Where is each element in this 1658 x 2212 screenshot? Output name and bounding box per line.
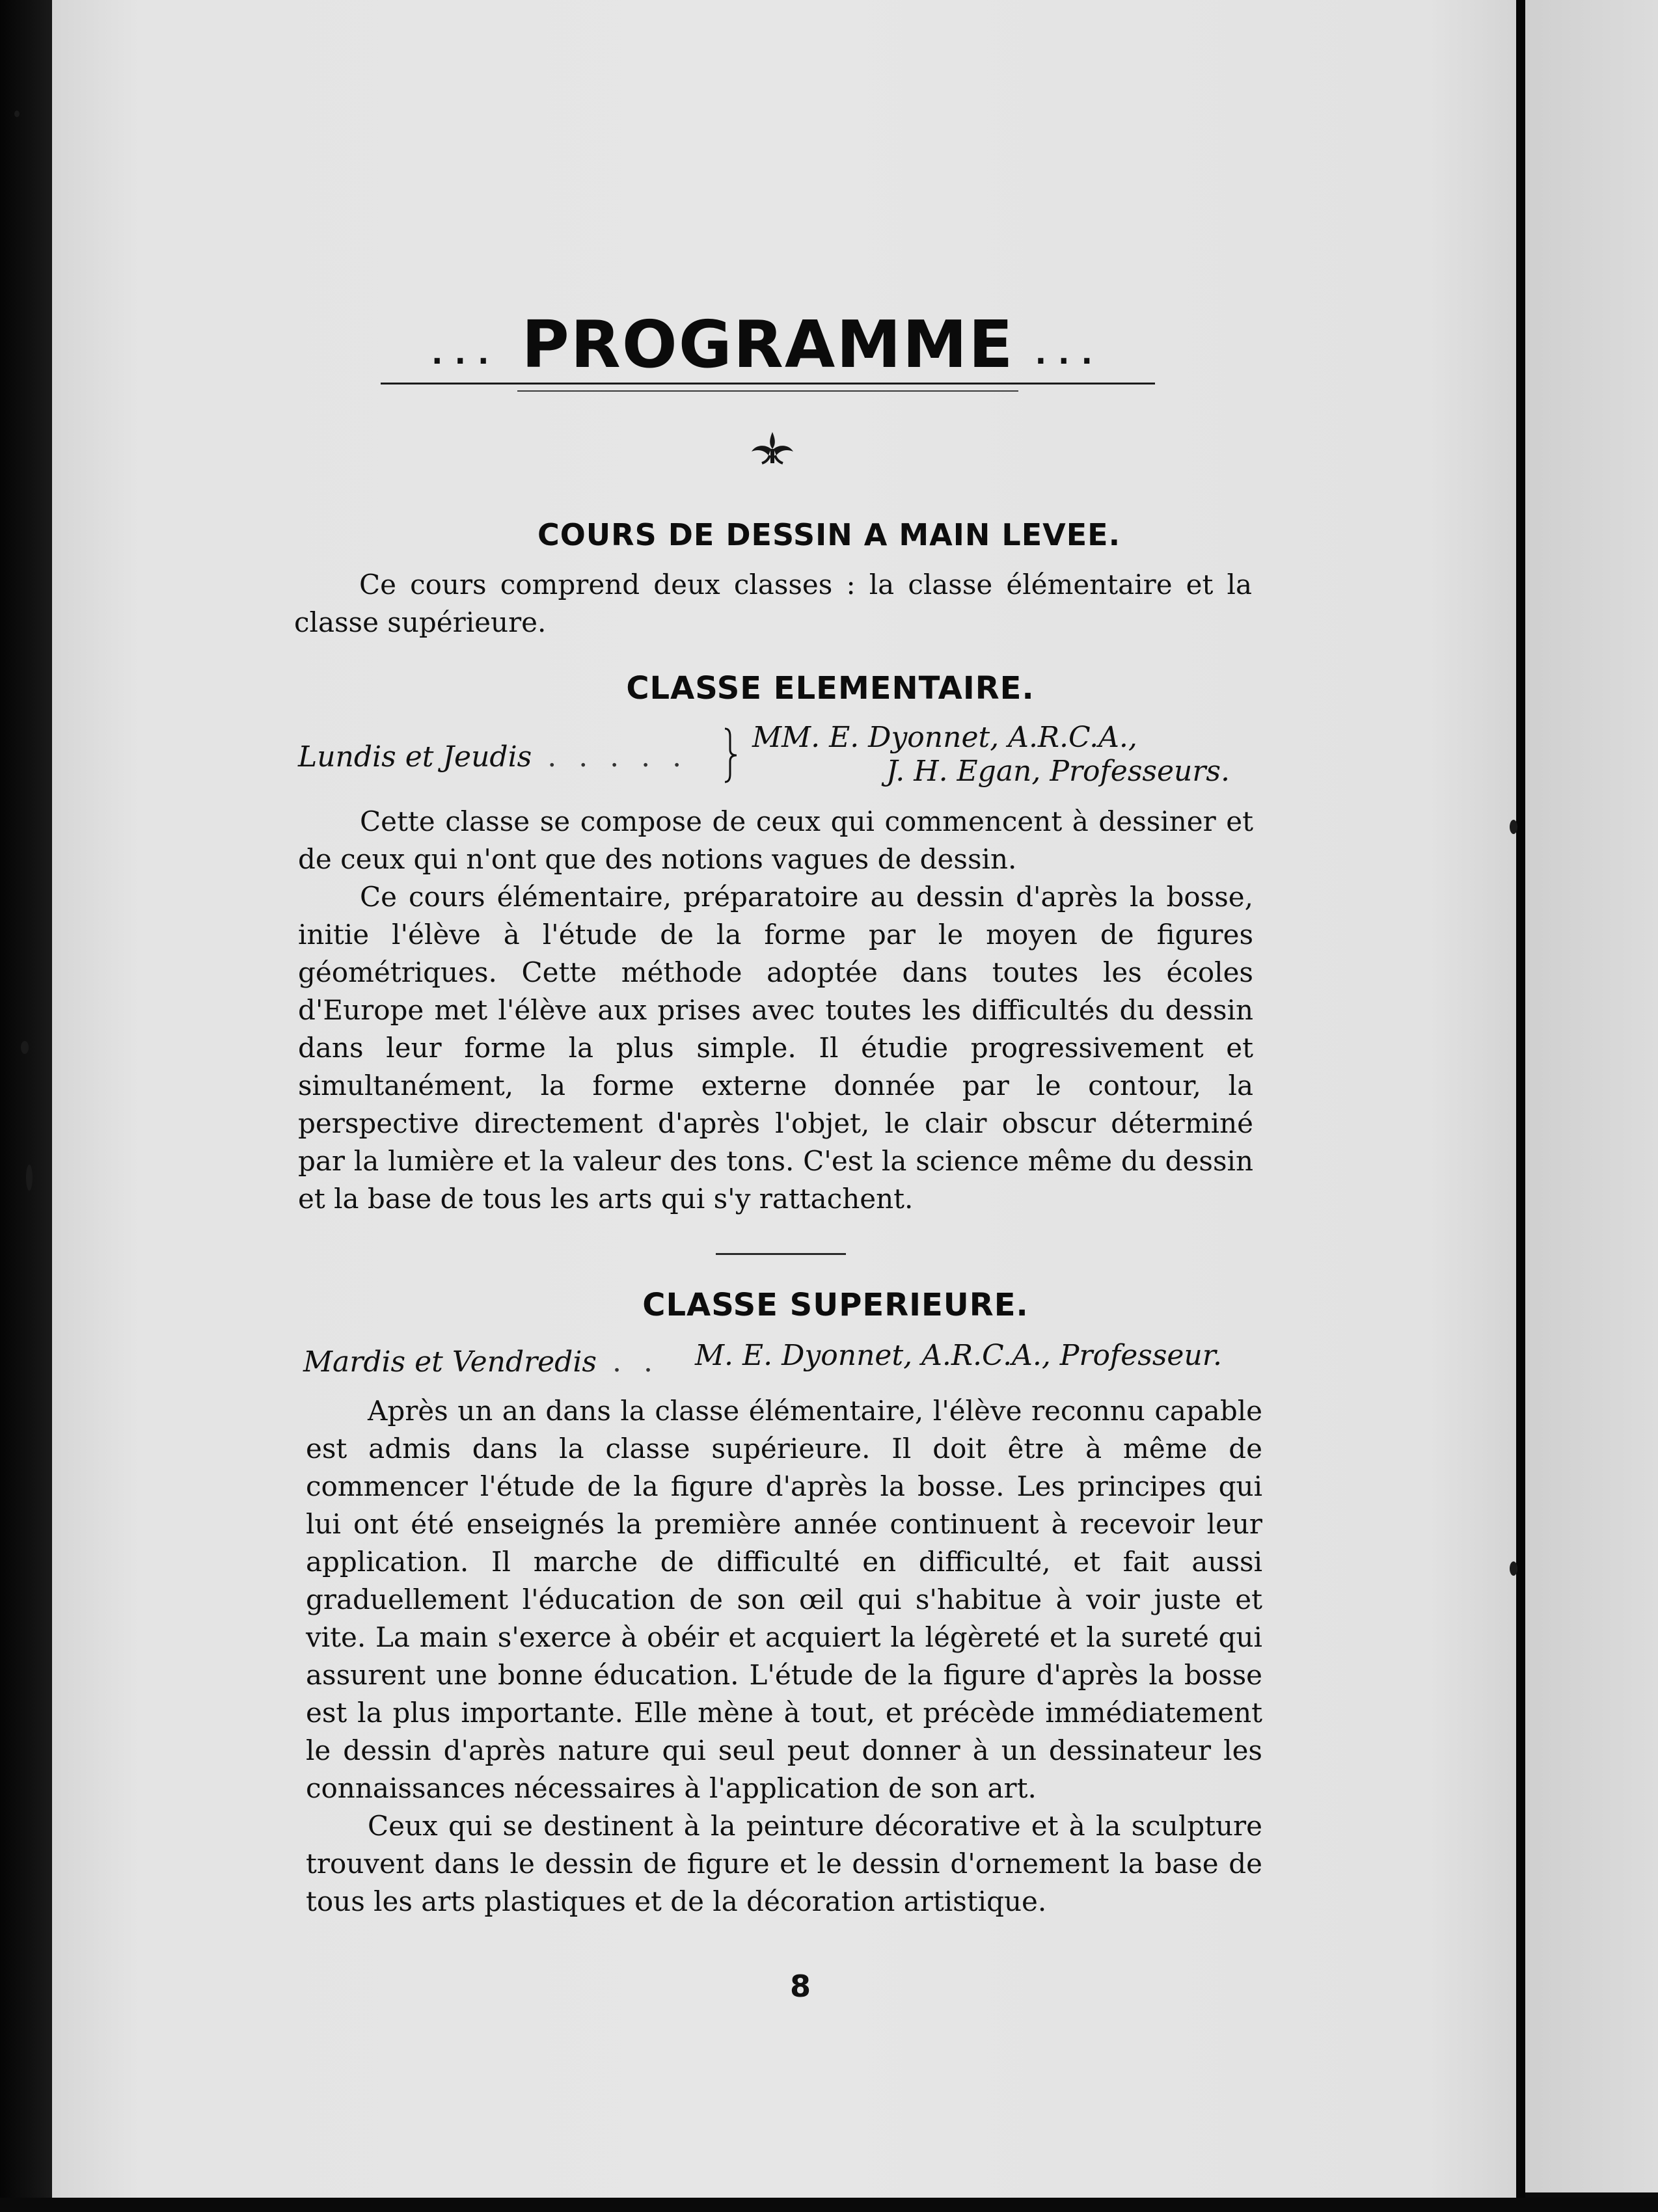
section-divider (716, 1253, 846, 1255)
title-dots-right: ... (1035, 336, 1104, 371)
scan-speck (21, 1041, 29, 1054)
scan-speck (1510, 820, 1517, 834)
title-underline-secondary (517, 390, 1018, 392)
course-intro-text: Ce cours comprend deux classes : la classe élémentaire et la classe supérieure. (294, 569, 1252, 638)
elementary-days: Lundis et Jeudis (298, 740, 532, 774)
elementary-class-heading: CLASSE ELEMENTAIRE. (626, 670, 1035, 707)
title-block (381, 306, 1155, 397)
page-title: PROGRAMME (521, 306, 1014, 383)
course-intro (294, 566, 1252, 641)
elementary-paragraph: Cette classe se compose de ceux qui commencent à dessiner et de ceux qui n'ont que des notions vagues de dessin. (298, 805, 1253, 875)
superior-body (306, 1392, 1262, 1921)
scan-left-edge (0, 0, 52, 2212)
superior-paragraph: Ceux qui se destinent à la peinture décorative et à la sculpture trouvent dans le dessin de figure et le dessin d'ornement la base de tous les arts plastiques et de la décoration artistique. (306, 1810, 1262, 1917)
title-dots-left: ... (431, 336, 501, 371)
elementary-teacher-1: MM. E. Dyonnet, A.R.C.A., (752, 721, 1137, 754)
brace-icon (721, 727, 741, 783)
scan-speck (14, 111, 20, 117)
superior-paragraph: Après un an dans la classe élémentaire, l'élève reconnu capable est admis dans la classe supérieure. Il doit être à même de commencer l'étude de la figure d'après la bosse. Les principes qui lui ont été enseignés la première année continuent à recevoir leur application. Il marche de difficulté en difficulté, et fait aussi graduellement l'éducation de son œil qui s'habitue à voir juste et vite. La main s'exerce à obéir et acquiert la légèreté et la sureté qui assurent une bonne éducation. L'étude de la figure d'après la bosse est la plus importante. Elle mène à tout, et précède immédiatement le dessin d'après nature qui seul peut donner à un dessinateur les connaissances nécessaires à l'application de son art. (306, 1395, 1262, 1804)
page-number: 8 (789, 1969, 811, 2004)
scan-speck (1510, 1561, 1517, 1576)
superior-schedule: Mardis et Vendredis . . (303, 1345, 659, 1379)
superior-days: Mardis et Vendredis (303, 1345, 597, 1379)
title-underline (381, 383, 1155, 384)
elementary-schedule: Lundis et Jeudis . . . . . (298, 740, 688, 774)
fleuron-ornament-icon (746, 429, 798, 466)
superior-teacher: M. E. Dyonnet, A.R.C.A., Professeur. (695, 1339, 1222, 1372)
superior-class-heading: CLASSE SUPERIEURE. (642, 1287, 1029, 1323)
scan-bottom-edge (0, 2198, 1658, 2212)
elementary-body (298, 803, 1253, 1218)
elementary-teacher-2: J. H. Egan, Professeurs. (886, 755, 1230, 788)
elementary-paragraph: Ce cours élémentaire, préparatoire au dessin d'après la bosse, initie l'élève à l'étude de la forme par le moyen de figures géométriques. Cette méthode adoptée dans toutes les écoles d'Europe met l'élève aux prises avec toutes les difficultés du dessin dans leur forme la plus simple. Il étudie progressivement et simultanément, la forme externe donnée par le contour, la perspective directement d'après l'objet, le clair obscur déterminé par la lumière et la valeur des tons. C'est la science même du dessin et la base de tous les arts qui s'y rattachent. (298, 881, 1253, 1215)
book-gutter (1516, 0, 1525, 2212)
scan-speck (26, 1165, 33, 1191)
course-heading: COURS DE DESSIN A MAIN LEVEE. (537, 517, 1121, 552)
adjacent-page-edge (1525, 0, 1658, 2192)
